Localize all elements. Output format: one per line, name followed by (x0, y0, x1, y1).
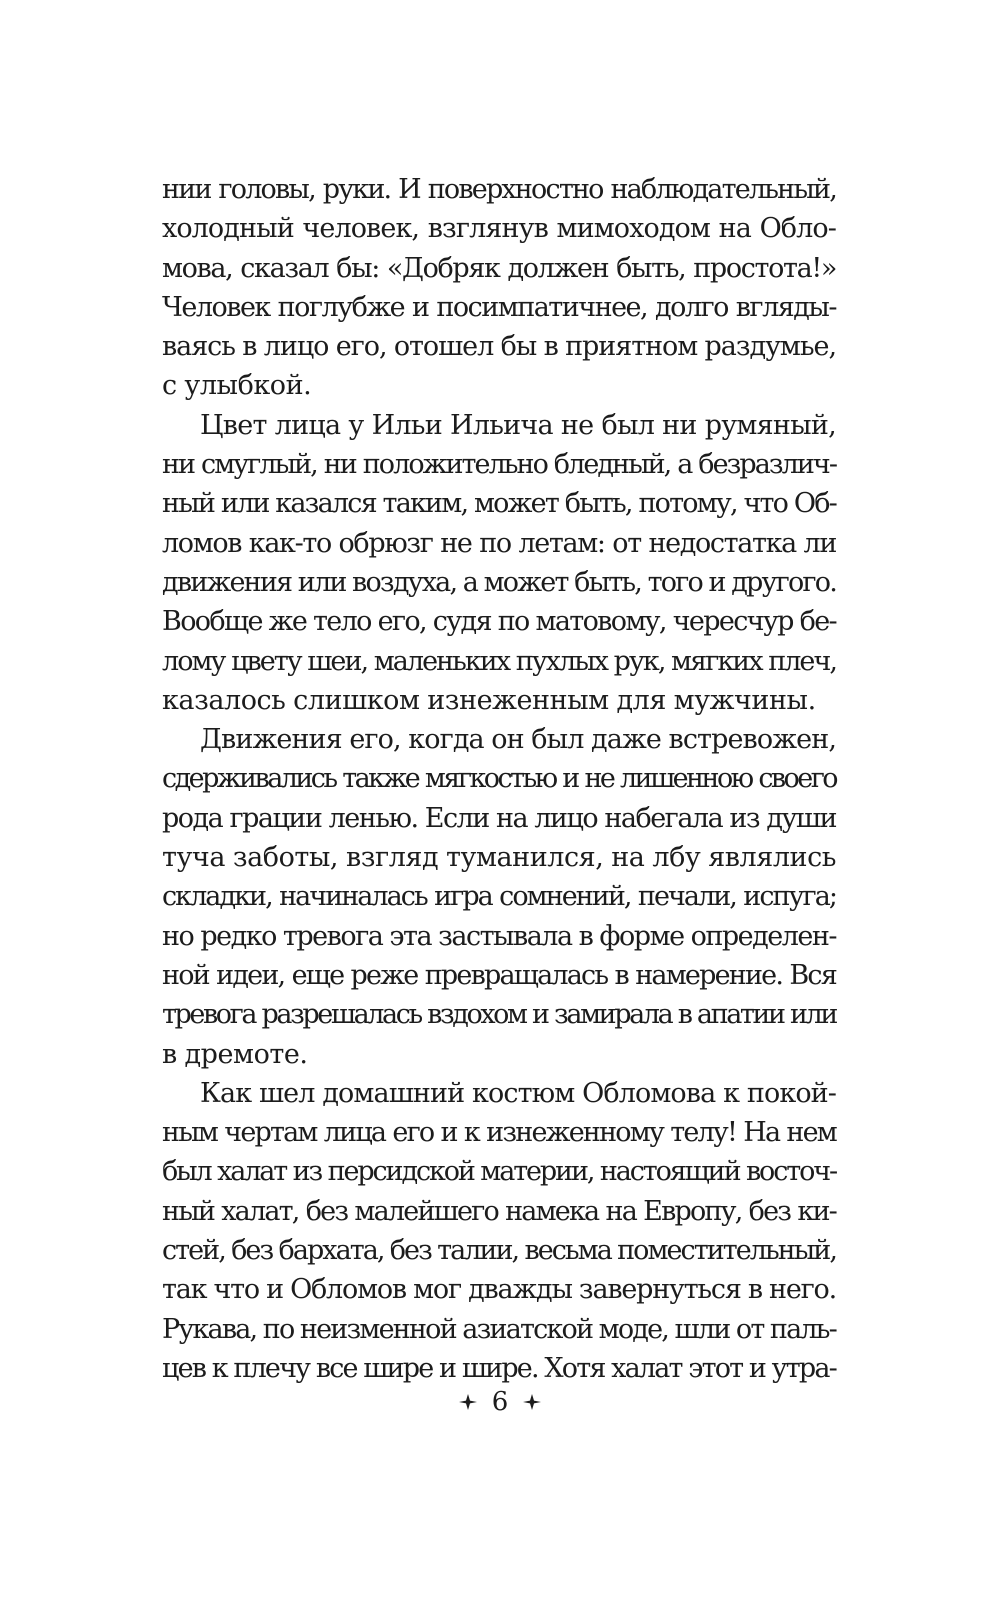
text-line: с улыбкой. (162, 370, 312, 402)
text-line: лому цвету шеи, маленьких пухлых рук, мягких плеч, (162, 645, 836, 677)
page-number: 6 (491, 1387, 509, 1417)
text-line: в дремоте. (162, 1038, 308, 1070)
text-line: ни смуглый, ни положительно бледный, а безразлич- (162, 449, 836, 481)
text-line: ваясь в лицо его, отошел бы в приятном раздумье, (162, 331, 836, 363)
text-line: движения или воздуха, а может быть, того и другого. (162, 566, 836, 598)
text-line: цев к плечу все шире и шире. Хотя халат этот и утра- (162, 1352, 836, 1384)
text-line: был халат из персидской материи, настоящий восточ- (162, 1156, 836, 1188)
body-text (162, 170, 836, 1388)
text-line: тревога разрешалась вздохом и замирала в апатии или (162, 999, 836, 1031)
text-line: Человек поглубже и посимпатичнее, долго вгляды- (162, 291, 836, 323)
text-line: так что и Обломов мог дважды завернуться в него. (162, 1274, 836, 1306)
text-line: ной идеи, еще реже превращалась в намерение. Вся (162, 959, 836, 991)
text-line: сдерживались также мягкостью и не лишенною своего (162, 763, 836, 795)
text-line: нии головы, руки. И поверхностно наблюдательный, (162, 174, 836, 205)
text-line: ный или казался таким, может быть, потому, что Об- (162, 488, 836, 520)
text-line: Как шел домашний костюм Обломова к покой- (200, 1077, 836, 1109)
right-star-ornament-icon (523, 1394, 541, 1410)
text-line: Рукава, по неизменной азиатской моде, шли от паль- (162, 1313, 836, 1345)
text-line: но редко тревога эта застывала в форме определен- (162, 920, 836, 952)
text-line: холодный человек, взглянув мимоходом на Обло- (162, 213, 836, 245)
left-star-ornament-icon (459, 1394, 477, 1410)
text-line: ным чертам лица его и к изнеженному телу! На нем (162, 1117, 836, 1149)
text-line: ный халат, без малейшего намека на Европу, без ки- (162, 1195, 836, 1227)
text-line: казалось слишком изнеженным для мужчины. (162, 684, 816, 716)
text-line: рода грации ленью. Если на лицо набегала из души (162, 802, 836, 834)
text-line: мова, сказал бы: «Добряк должен быть, простота!» (162, 252, 836, 284)
text-line: Цвет лица у Ильи Ильича не был ни румяный, (200, 409, 836, 441)
text-line: стей, без бархата, без талии, весьма поместительный, (162, 1235, 836, 1267)
text-line: складки, начиналась игра сомнений, печали, испуга; (162, 881, 836, 913)
text-line: Движения его, когда он был даже встревожен, (200, 724, 836, 756)
text-line: туча заботы, взгляд туманился, на лбу являлись (162, 842, 836, 874)
page-folio (0, 1381, 1000, 1422)
text-line: ломов как-то обрюзг не по летам: от недостатка ли (162, 527, 836, 559)
text-line: Вообще же тело его, судя по матовому, чересчур бе- (162, 606, 836, 638)
